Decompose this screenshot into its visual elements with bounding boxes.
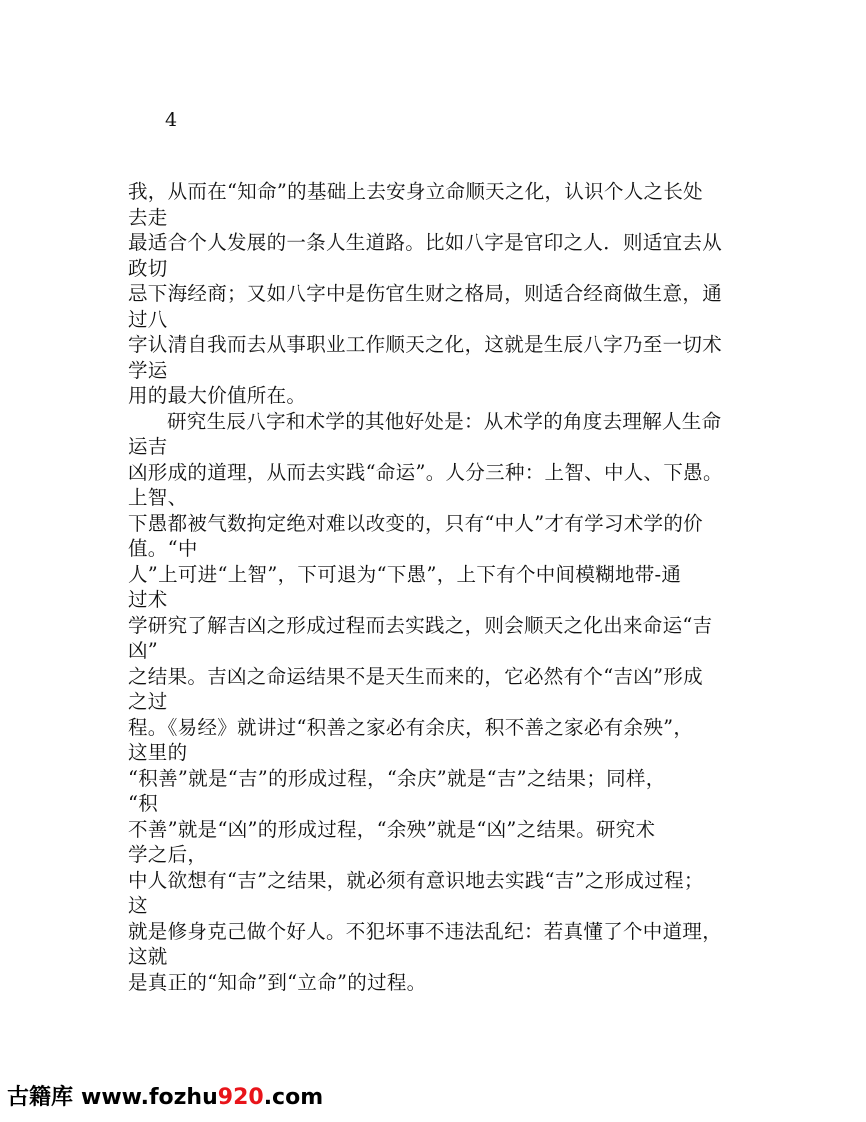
text-line: 学运 [128, 358, 168, 382]
text-line: 这 [128, 894, 148, 917]
text-line: “积善”就是“吉”的形成过程，“余庆”就是“吉”之结果；同样， [128, 766, 666, 790]
text-line: 上智、 [128, 486, 188, 509]
text-line: 去走 [128, 205, 168, 229]
site-brand: 古籍库 [7, 1085, 74, 1110]
text-line: 凶形成的道理，从而去实践“命运”。人分三种：上智、中人、下愚。 [128, 460, 723, 484]
text-line: 这里的 [128, 741, 188, 764]
text-line: 不善”就是“凶”的形成过程，“余殃”就是“凶”之结果。研究术 [128, 817, 656, 841]
body-text [128, 179, 748, 995]
text-line: 学之后， [128, 843, 208, 866]
paragraph-start-line: 研究生辰八字和术学的其他好处是：从术学的角度去理解人生命 [167, 409, 722, 433]
text-line: 运吉 [128, 435, 168, 458]
text-line: “积 [128, 792, 159, 815]
text-line: 程。《易经》就讲过“积善之家必有余庆，积不善之家必有余殃”， [128, 715, 694, 739]
text-line: 过八 [128, 307, 168, 331]
footer-watermark [7, 1084, 323, 1112]
text-line: 政切 [128, 256, 168, 280]
site-url [81, 1085, 323, 1110]
text-line: 值。“中 [128, 537, 198, 560]
text-line: 之过 [128, 690, 168, 713]
text-line: 是真正的“知命”到“立命”的过程。 [128, 970, 427, 994]
text-line: 人”上可进“上智”，下可退为“下愚”，上下有个中间模糊地带-通 [128, 562, 682, 586]
site-url-prefix: www.fozhu [81, 1085, 218, 1110]
text-line: 字认清自我而去从事职业工作顺天之化，这就是生辰八字乃至一切术 [128, 333, 723, 356]
page-number: 4 [165, 109, 178, 131]
text-line: 凶” [128, 639, 159, 662]
text-line: 就是修身克己做个好人。不犯坏事不违法乱纪：若真懂了个中道理， [128, 919, 723, 943]
text-line: 过术 [128, 588, 168, 611]
text-line: 学研究了解吉凶之形成过程而去实践之，则会顺天之化出来命运“吉 [128, 613, 713, 637]
text-line: 下愚都被气数拘定绝对难以改变的，只有“中人”才有学习术学的价 [128, 511, 703, 535]
text-line: 用的最大价值所在。 [128, 384, 307, 407]
site-url-number: 920 [217, 1085, 264, 1110]
text-line: 最适合个人发展的一条人生道路。比如八字是官印之人．则适宜去从 [128, 231, 723, 254]
text-line: 这就 [128, 945, 168, 968]
site-url-suffix: .com [263, 1085, 324, 1110]
text-line: 之结果。吉凶之命运结果不是天生而来的，它必然有个“吉凶”形成 [128, 664, 703, 688]
text-line: 中人欲想有“吉”之结果，就必须有意识地去实践“吉”之形成过程； [128, 868, 704, 892]
text-line: 我，从而在“知命”的基础上去安身立命顺天之化，认识个人之长处 [128, 180, 703, 203]
text-line: 忌下海经商；又如八字中是伤官生财之格局，则适合经商做生意，通 [128, 282, 723, 305]
